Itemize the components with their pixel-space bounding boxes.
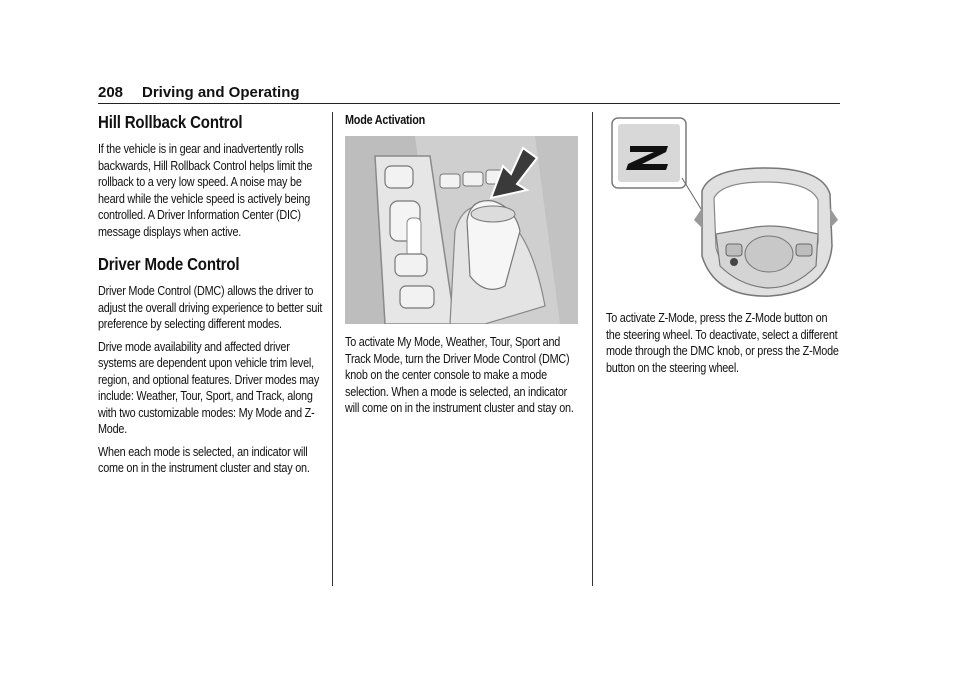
steering-wheel-figure [610, 116, 840, 302]
steering-wheel-illustration [610, 116, 840, 302]
dmc-paragraph-3: When each mode is selected, an indicator will come on in the instrument cluster and stay on. [98, 444, 310, 475]
section-title: Driving and Operating [142, 84, 300, 101]
column-left [98, 112, 326, 477]
center-console-figure [345, 136, 578, 324]
dmc-paragraph-2: Drive mode availability and affected driver systems are dependent upon vehicle trim level, region, and optional features. Driver modes may include: Weather, Tour, Sport, and Track, along with two customizable modes: My Mode and Z-Mode. [98, 339, 320, 436]
driver-mode-heading: Driver Mode Control [98, 254, 240, 274]
column-middle [345, 112, 581, 129]
mode-activation-heading: Mode Activation [345, 113, 426, 127]
column-divider [592, 112, 593, 586]
mode-activation-text-block [345, 334, 581, 417]
column-divider [332, 112, 333, 586]
page-number: 208 [98, 84, 124, 101]
dmc-paragraph-1: Driver Mode Control (DMC) allows the driver to adjust the overall driving experience to better suit preference by selecting different modes. [98, 284, 323, 331]
page-header [98, 84, 840, 104]
mode-activation-paragraph: To activate My Mode, Weather, Tour, Sport and Track Mode, turn the Driver Mode Control (DMC) knob on the center console to make a mode selection. When a mode is selected, an indicator will come on in the instrument cluster and stay on. [345, 335, 574, 415]
dmc-knob-illustration [345, 136, 578, 324]
zmode-paragraph: To activate Z-Mode, press the Z-Mode button on the steering wheel. To deactivate, select a different mode through the DMC knob, or press the Z-Mode button on the steering wheel. [606, 311, 839, 375]
zmode-text-block [606, 310, 842, 376]
hill-rollback-heading: Hill Rollback Control [98, 112, 243, 132]
hill-rollback-paragraph: If the vehicle is in gear and inadvertently rolls backwards, Hill Rollback Control helps limit the rollback to a very low speed. A noise may be heard while the vehicle speed is actively being controlled. A Driver Information Center (DIC) message displays when active. [98, 142, 313, 239]
